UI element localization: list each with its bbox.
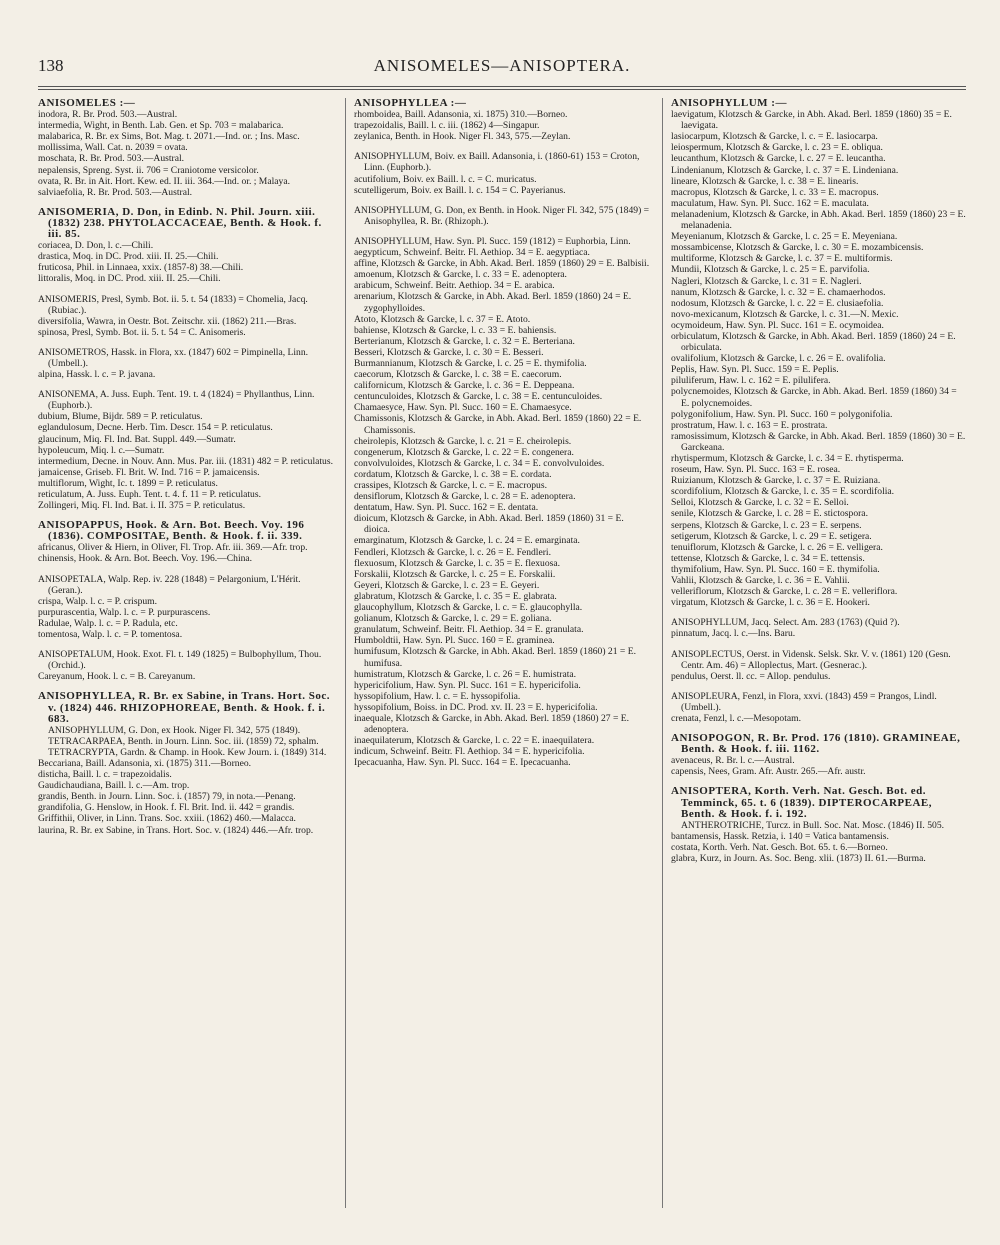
- index-entry: malabarica, R. Br. ex Sims, Bot. Mag. t. 2071.—Ind. or. ; Ins. Masc.: [38, 131, 300, 143]
- index-entry: Gaudichaudiana, Baill. l. c.—Am. trop.: [38, 780, 190, 792]
- index-entry: grandis, Benth. in Journ. Linn. Soc. i. (1857) 79, in nota.—Penang.: [38, 791, 296, 803]
- index-entry: drastica, Moq. in DC. Prod. xiii. II. 25.—Chili.: [38, 251, 219, 263]
- index-entry: ANISOPETALUM, Hook. Exot. Fl. t. 149 (1825) = Bulbophyllum, Thou. (Orchid.).: [38, 649, 322, 672]
- index-entry: Ipecacuanha, Haw. Syn. Pl. Succ. 164 = E. Ipecacuanha.: [354, 757, 571, 769]
- index-entry: ocymoideum, Haw. Syn. Pl. Succ. 161 = E. ocymoidea.: [671, 319, 884, 331]
- index-entry: nepalensis, Spreng. Syst. ii. 706 = Craniotome versicolor.: [38, 164, 259, 176]
- index-entry: Chamissonis, Klotzsch & Garcke, in Abh. Akad. Berl. 1859 (1860) 22 = E. Chamissonis.: [354, 413, 642, 436]
- index-entry: coriacea, D. Don, l. c.—Chili.: [38, 240, 154, 252]
- column-2: [354, 98, 650, 1208]
- index-entry: tenuiflorum, Klotzsch & Garcke, l. c. 26 = E. velligera.: [671, 541, 883, 553]
- index-entry: polygonifolium, Haw. Syn. Pl. Succ. 160 = polygonifolia.: [671, 408, 893, 420]
- index-entry: pendulus, Oerst. ll. cc. = Allop. pendulus.: [671, 670, 831, 682]
- index-entry: scordifolium, Klotzsch & Garcke, l. c. 35 = E. scordifolia.: [671, 486, 895, 498]
- index-entry: leucanthum, Klotzsch & Garcke, l. c. 27 = E. leucantha.: [671, 153, 886, 165]
- index-entry: flexuosum, Klotzsch & Garcke, l. c. 35 = E. flexuosa.: [354, 557, 561, 569]
- index-entry: Atoto, Klotzsch & Garcke, l. c. 37 = E. Atoto.: [354, 313, 531, 325]
- genus-heading: ANISOMERIA, D. Don, in Edinb. N. Phil. Journ. xiii. (1832) 238. PHYTOLACCACEAE, Benth. & Hook. f. iii. 85.: [38, 205, 322, 241]
- index-entry: arabicum, Schweinf. Beitr. Aethiop. 34 = E. arabica.: [354, 280, 555, 292]
- index-entry: caecorum, Klotzsch & Garcke, l. c. 38 = E. caecorum.: [354, 369, 562, 381]
- index-entry: reticulatum, A. Juss. Euph. Tent. t. 4. f. 11 = P. reticulatus.: [38, 489, 261, 500]
- index-entry: nodosum, Klotzsch & Garcke, l. c. 22 = E. clusiaefolia.: [671, 297, 884, 309]
- running-title: ANISOMELES—ANISOPTERA.: [373, 56, 631, 75]
- index-entry: golianum, Klotzsch & Garcke, l. c. 29 = E. goliana.: [354, 613, 552, 625]
- index-entry: laevigatum, Klotzsch & Garcke, in Abh. Akad. Berl. 1859 (1860) 35 = E. laevigata.: [671, 109, 952, 132]
- index-entry: indicum, Schweinf. Beitr. Fl. Aethiop. 34 = E. hypericifolia.: [354, 746, 585, 758]
- index-entry: virgatum, Klotzsch & Garcke, l. c. 36 = E. Hookeri.: [671, 597, 870, 609]
- index-entry: salviaefolia, R. Br. Prod. 503.—Austral.: [38, 186, 193, 198]
- index-entry: pinnatum, Jacq. l. c.—Ins. Baru.: [671, 628, 796, 640]
- index-entry: alpina, Hassk. l. c. = P. javana.: [38, 369, 156, 381]
- index-entry: amoenum, Klotzsch & Garcke, l. c. 33 = E. adenoptera.: [354, 269, 567, 281]
- index-entry: Meyenianum, Klotzsch & Garcke, l. c. 25 = E. Meyeniana.: [671, 231, 898, 243]
- index-entry: californicum, Klotzsch & Garcke, l. c. 36 = E. Deppeana.: [354, 380, 575, 392]
- genus-heading: ANISOPHYLLEA, R. Br. ex Sabine, in Trans. Hort. Soc. v. (1824) 446. RHIZOPHOREAE, Benth. & Hook. f. i. 683.: [38, 690, 330, 725]
- index-entry: rhomboidea, Baill. Adansonia, xi. 1875) 310.—Borneo.: [354, 109, 568, 121]
- index-entry: Peplis, Haw. Syn. Pl. Succ. 159 = E. Peplis.: [671, 364, 839, 376]
- index-entry: dentatum, Haw. Syn. Pl. Succ. 162 = E. dentata.: [354, 502, 539, 514]
- index-entry: hyssopifolium, Haw. l. c. = E. hyssopifolia.: [354, 690, 521, 702]
- genus-heading: ANISOPAPPUS, Hook. & Arn. Bot. Beech. Voy. 196 (1836). COMPOSITAE, Benth. & Hook. f. ii. 339.: [38, 519, 305, 543]
- index-entry: Selloi, Klotzsch & Garcke, l. c. 32 = E. Selloi.: [671, 497, 849, 509]
- index-entry: ovata, R. Br. in Ait. Hort. Kew. ed. II. iii. 364.—Ind. or. ; Malaya.: [38, 175, 290, 187]
- index-entry: mollissima, Wall. Cat. n. 2039 = ovata.: [38, 142, 188, 154]
- index-entry: velleriflorum, Klotzsch & Garcke, l. c. 28 = E. velleriflora.: [671, 586, 898, 598]
- page-header: [38, 52, 966, 80]
- index-entry: ramosissimum, Klotzsch & Garcke, in Abh. Akad. Berl. 1859 (1860) 30 = E. Garckeana.: [671, 430, 966, 453]
- index-entry: maculatum, Haw. Syn. Pl. Succ. 162 = E. maculata.: [671, 197, 869, 209]
- index-entry: humistratum, Klotzsch & Garcke, l. c. 26 = E. humistrata.: [354, 668, 577, 680]
- index-entry: laurina, R. Br. ex Sabine, in Trans. Hort. Soc. v. (1824) 446.—Afr. trop.: [38, 824, 314, 836]
- index-entry: hypericifolium, Haw. Syn. Pl. Succ. 161 = E. hypericifolia.: [354, 679, 581, 691]
- index-entry: capensis, Nees, Gram. Afr. Austr. 265.—Afr. austr.: [671, 766, 866, 778]
- index-entry: inodora, R. Br. Prod. 503.—Austral.: [38, 109, 178, 121]
- index-entry: crassipes, Klotzsch & Garcke, l. c. = E. macropus.: [354, 480, 547, 491]
- index-entry: grandifolia, G. Henslow, in Hook. f. Fl. Brit. Ind. ii. 442 = grandis.: [38, 802, 295, 814]
- index-entry: zeylanica, Benth. in Hook. Niger Fl. 343, 575.—Zeylan.: [354, 131, 571, 143]
- genus-heading: ANISOMELES :—: [38, 98, 136, 109]
- index-entry: setigerum, Klotzsch & Garcke, l. c. 29 = E. setigera.: [671, 530, 872, 542]
- index-entry: Griffithii, Oliver, in Linn. Trans. Soc. xxiii. (1862) 460.—Malacca.: [38, 813, 296, 825]
- index-entry: TETRACRYPTA, Gardn. & Champ. in Hook. Kew Journ. i. (1849) 314.: [48, 746, 327, 758]
- index-entry: emarginatum, Klotzsch & Garcke, l. c. 24 = E. emarginata.: [354, 535, 580, 547]
- index-entry: Mundii, Klotzsch & Garcke, l. c. 25 = E. parvifolia.: [671, 264, 870, 276]
- index-entry: serpens, Klotzsch & Garcke, l. c. 23 = E. serpens.: [671, 519, 862, 531]
- index-entry: ANISOPHYLLUM, Jacq. Select. Am. 283 (1763) (Quid ?).: [671, 617, 900, 629]
- index-entry: roseum, Haw. Syn. Pl. Succ. 163 = E. rosea.: [671, 464, 841, 476]
- index-entry: orbiculatum, Klotzsch & Garcke, in Abh. Akad. Berl. 1859 (1860) 24 = E. orbiculata.: [671, 330, 956, 354]
- index-entry: Burmannianum, Klotzsch & Garcke, l. c. 25 = E. thymifolia.: [354, 357, 587, 369]
- index-entry: africanus, Oliver & Hiern, in Oliver, Fl. Trop. Afr. iii. 369.—Afr. trop.: [38, 542, 308, 554]
- genus-heading: ANISOPTERA, Korth. Verh. Nat. Gesch. Bot. ed. Temminck, 65. t. 6 (1839). DIPTEROCARPEAE, Benth. & Hook. f. i. 192.: [671, 785, 932, 820]
- index-entry: moschata, R. Br. Prod. 503.—Austral.: [38, 153, 185, 165]
- index-entry: Fendleri, Klotzsch & Garcke, l. c. 26 = E. Fendleri.: [354, 546, 551, 558]
- index-entry: macropus, Klotzsch & Garcke, l. c. 33 = E. macropus.: [671, 186, 879, 198]
- index-entry: Beccariana, Baill. Adansonia, xi. (1875) 311.—Borneo.: [38, 757, 252, 769]
- index-entry: Humboldtii, Haw. Syn. Pl. Succ. 160 = E. graminea.: [354, 635, 555, 647]
- index-entry: granulatum, Schweinf. Beitr. Fl. Aethiop. 34 = E. granulata.: [354, 624, 584, 636]
- index-entry: hypoleucum, Miq. l. c.—Sumatr.: [38, 444, 165, 456]
- index-entry: crispa, Walp. l. c. = P. crispum.: [38, 595, 158, 607]
- index-entry: Careyanum, Hook. l. c. = B. Careyanum.: [38, 671, 196, 683]
- index-entry: multiflorum, Wight, Ic. t. 1899 = P. reticulatus.: [38, 477, 218, 489]
- index-entry: aegypticum, Schweinf. Beitr. Fl. Aethiop. 34 = E. aegyptiaca.: [354, 247, 590, 259]
- index-entry: ANISOPLECTUS, Oerst. in Vidensk. Selsk. Skr. V. v. (1861) 120 (Gesn. Centr. Am. 46) = Alloplectus, Mart. (Gesnerac.).: [671, 648, 951, 671]
- index-entry: ANISOMERIS, Presl, Symb. Bot. ii. 5. t. 54 (1833) = Chomelia, Jacq. (Rubiac.).: [38, 293, 308, 316]
- index-entry: ANISONEMA, A. Juss. Euph. Tent. 19. t. 4 (1824) = Phyllanthus, Linn. (Euphorb.).: [38, 389, 315, 412]
- index-entry: prostratum, Haw. l. c. 163 = E. prostrata.: [671, 419, 828, 431]
- columns: [38, 98, 966, 1208]
- index-entry: ANISOPHYLLUM, Haw. Syn. Pl. Succ. 159 (1812) = Euphorbia, Linn.: [354, 235, 631, 247]
- index-entry: tomentosa, Walp. l. c. = P. tomentosa.: [38, 629, 183, 641]
- index-entry: Besseri, Klotzsch & Garcke, l. c. 30 = E. Besseri.: [354, 346, 544, 358]
- index-entry: ANISOMETROS, Hassk. in Flora, xx. (1847) 602 = Pimpinella, Linn. (Umbell.).: [38, 346, 309, 369]
- column-divider: [345, 98, 346, 1208]
- index-entry: piluliferum, Haw. l. c. 162 = E. pilulifera.: [671, 375, 831, 387]
- index-entry: melanadenium, Klotzsch & Garcke, in Abh. Akad. Berl. 1859 (1860) 23 = E. melanadenia.: [671, 208, 966, 232]
- index-entry: senile, Klotzsch & Garcke, l. c. 28 = E. stictospora.: [671, 508, 868, 520]
- index-entry: Vahlii, Klotzsch & Garcke, l. c. 36 = E. Vahlii.: [671, 575, 850, 587]
- index-entry: Lindenianum, Klotzsch & Garcke, l. c. 37 = E. Lindeniana.: [671, 164, 899, 176]
- index-entry: Geyeri, Klotzsch & Garcke, l. c. 23 = E. Geyeri.: [354, 579, 540, 591]
- index-entry: avenaceus, R. Br. l. c.—Austral.: [671, 755, 795, 767]
- index-entry: jamaicense, Griseb. Fl. Brit. W. Ind. 716 = P. jamaicensis.: [38, 466, 260, 478]
- index-entry: glabra, Kurz, in Journ. As. Soc. Beng. xlii. (1873) II. 61.—Burma.: [671, 853, 926, 864]
- index-entry: glaucinum, Miq. Fl. Ind. Bat. Suppl. 449.—Sumatr.: [38, 433, 236, 445]
- index-entry: ANISOPHYLLUM, Boiv. ex Baill. Adansonia, i. (1860-61) 153 = Croton, Linn. (Euphorb.).: [354, 151, 640, 174]
- index-entry: affine, Klotzsch & Garcke, in Abh. Akad. Berl. 1859 (1860) 29 = E. Balbisii.: [354, 258, 650, 270]
- page-number: 138: [38, 56, 64, 75]
- index-entry: dubium, Blume, Bijdr. 589 = P. reticulatus.: [38, 411, 203, 423]
- index-entry: glabratum, Klotzsch & Garcke, l. c. 35 = E. glabrata.: [354, 590, 557, 602]
- index-entry: Forskalii, Klotzsch & Garcke, l. c. 25 = E. Forskalii.: [354, 568, 556, 580]
- index-entry: lasiocarpum, Klotzsch & Garcke, l. c. = E. lasiocarpa.: [671, 131, 878, 143]
- index-entry: ANISOPHYLLUM, G. Don, ex Benth. in Hook. Niger Fl. 342, 575 (1849) = Anisophyllea, R. Br. (Rhizoph.).: [354, 204, 650, 227]
- index-entry: littoralis, Moq. in DC. Prod. xiii. II. 25.—Chili.: [38, 273, 221, 285]
- index-entry: cordatum, Klotzsch & Garcke, l. c. 38 = E. cordata.: [354, 468, 552, 480]
- index-entry: intermedium, Decne. in Nouv. Ann. Mus. Par. iii. (1831) 482 = P. reticulatus.: [38, 455, 333, 467]
- index-entry: tettense, Klotzsch & Garcke, l. c. 34 = E. tettensis.: [671, 552, 865, 564]
- index-entry: ANISOPHYLLUM, G. Don, ex Hook. Niger Fl. 342, 575 (1849).: [48, 724, 301, 736]
- index-entry: cheirolepis, Klotzsch & Garcke, l. c. 21 = E. cheirolepis.: [354, 435, 572, 447]
- index-entry: ANISOPETALA, Walp. Rep. iv. 228 (1848) = Pelargonium, L'Hérit. (Geran.).: [38, 573, 301, 596]
- index-entry: acutifolium, Boiv. ex Baill. l. c. = C. muricatus.: [354, 173, 537, 185]
- index-entry: congenerum, Klotzsch & Garcke, l. c. 22 = E. congenera.: [354, 446, 574, 458]
- index-entry: Zollingeri, Miq. Fl. Ind. Bat. i. II. 375 = P. reticulatus.: [38, 500, 246, 512]
- genus-heading: ANISOPOGON, R. Br. Prod. 176 (1810). GRAMINEAE, Benth. & Hook. f. iii. 1162.: [671, 732, 961, 756]
- column-divider: [662, 98, 663, 1208]
- index-entry: convolvuloides, Klotzsch & Garcke, l. c. 34 = E. convolvuloides.: [354, 457, 605, 469]
- index-entry: Nagleri, Klotzsch & Garcke, l. c. 31 = E. Nagleri.: [671, 275, 862, 287]
- index-entry: Berterianum, Klotzsch & Garcke, l. c. 32 = E. Berteriana.: [354, 335, 575, 347]
- index-entry: scutelligerum, Boiv. ex Baill. l. c. 154 = C. Payerianus.: [354, 184, 566, 196]
- index-entry: hyssopifolium, Boiss. in DC. Prod. xv. II. 23 = E. hypericifolia.: [354, 701, 598, 713]
- index-entry: diversifolia, Wawra, in Oestr. Bot. Zeitschr. xii. (1862) 211.—Bras.: [38, 315, 297, 327]
- index-entry: trapezoidalis, Baill. l. c. iii. (1862) 4—Singapur.: [354, 120, 540, 132]
- index-entry: lineare, Klotzsch & Garcke, l. c. 38 = E. linearis.: [671, 175, 859, 187]
- index-entry: novo-mexicanum, Klotzsch & Garcke, l. c. 31.—N. Mexic.: [671, 308, 899, 320]
- index-entry: crenata, Fenzl, l. c.—Mesopotam.: [671, 712, 802, 724]
- index-entry: multiforme, Klotzsch & Garcke, l. c. 37 = E. multiformis.: [671, 253, 893, 265]
- index-entry: arenarium, Klotzsch & Garcke, in Abh. Akad. Berl. 1859 (1860) 24 = E. zygophylloides.: [354, 291, 632, 314]
- index-entry: Ruizianum, Klotzsch & Garcke, l. c. 37 = E. Ruiziana.: [671, 475, 881, 487]
- index-entry: rhytispermum, Klotzsch & Garcke, l. c. 34 = E. rhytisperma.: [671, 453, 904, 464]
- column-3: [671, 98, 967, 1208]
- index-entry: humifusum, Klotzsch & Garcke, in Abh. Akad. Berl. 1859 (1860) 21 = E. humifusa.: [354, 646, 636, 669]
- index-entry: inaequale, Klotzsch & Garcke, in Abh. Akad. Berl. 1859 (1860) 27 = E. adenoptera.: [354, 712, 630, 736]
- index-entry: centunculoides, Klotzsch & Garcke, l. c. 38 = E. centunculoides.: [354, 391, 603, 403]
- index-entry: inaequilaterum, Klotzsch & Garcke, l. c. 22 = E. inaequilatera.: [354, 735, 595, 747]
- index-entry: fruticosa, Phil. in Linnaea, xxix. (1857-8) 38.—Chili.: [38, 262, 244, 274]
- index-entry: ovalifolium, Klotzsch & Garcke, l. c. 26 = E. ovalifolia.: [671, 353, 886, 365]
- index-entry: nanum, Klotzsch & Garcke, l. c. 32 = E. chamaerhodos.: [671, 286, 886, 298]
- index-entry: bantamensis, Hassk. Retzia, i. 140 = Vatica bantamensis.: [671, 830, 889, 842]
- genus-heading: ANISOPHYLLUM :—: [671, 98, 787, 109]
- index-entry: polycnemoides, Klotzsch & Garcke, in Abh. Akad. Berl. 1859 (1860) 34 = E. polycnemoides.: [671, 386, 957, 409]
- index-entry: glaucophyllum, Klotzsch & Garcke, l. c. = E. glaucophylla.: [354, 602, 583, 614]
- index-entry: spinosa, Presl, Symb. Bot. ii. 5. t. 54 = C. Anisomeris.: [38, 326, 246, 338]
- index-entry: ANTHEROTRICHE, Turcz. in Bull. Soc. Nat. Mosc. (1846) II. 505.: [681, 819, 945, 831]
- index-entry: Radulae, Walp. l. c. = P. Radula, etc.: [38, 617, 178, 629]
- index-entry: TETRACARPAEA, Benth. in Journ. Linn. Soc. iii. (1859) 72, sphalm.: [48, 735, 319, 747]
- index-entry: bahiense, Klotzsch & Garcke, l. c. 33 = E. bahiensis.: [354, 324, 557, 336]
- index-entry: eglandulosum, Decne. Herb. Tim. Descr. 154 = P. reticulatus.: [38, 422, 273, 434]
- index-entry: ANISOPLEURA, Fenzl, in Flora, xxvi. (1843) 459 = Prangos, Lindl. (Umbell.).: [671, 690, 937, 713]
- index-entry: mossambicense, Klotzsch & Garcke, l. c. 30 = E. mozambicensis.: [671, 242, 924, 254]
- index-entry: chinensis, Hook. & Arn. Bot. Beech. Voy. 196.—China.: [38, 553, 253, 565]
- index-entry: dioicum, Klotzsch & Garcke, in Abh. Akad. Berl. 1859 (1860) 31 = E. dioica.: [354, 513, 624, 536]
- index-entry: purpurascentia, Walp. l. c. = P. purpurascens.: [38, 606, 211, 618]
- index-entry: densiflorum, Klotzsch & Garcke, l. c. 28 = E. adenoptera.: [354, 491, 576, 503]
- column-1: [38, 98, 334, 1208]
- index-entry: costata, Korth. Verh. Nat. Gesch. Bot. 65. t. 6.—Borneo.: [671, 841, 888, 853]
- index-entry: intermedia, Wight, in Benth. Lab. Gen. et Sp. 703 = malabarica.: [38, 120, 284, 132]
- index-entry: thymifolium, Haw. Syn. Pl. Succ. 160 = E. thymifolia.: [671, 563, 880, 575]
- index-entry: disticha, Baill. l. c. = trapezoidalis.: [38, 769, 172, 781]
- index-entry: Chamaesyce, Haw. Syn. Pl. Succ. 160 = E. Chamaesyce.: [354, 402, 572, 414]
- header-rule: [38, 86, 966, 90]
- index-entry: leiospermum, Klotzsch & Garcke, l. c. 23 = E. obliqua.: [671, 142, 883, 154]
- genus-heading: ANISOPHYLLEA :—: [354, 98, 467, 109]
